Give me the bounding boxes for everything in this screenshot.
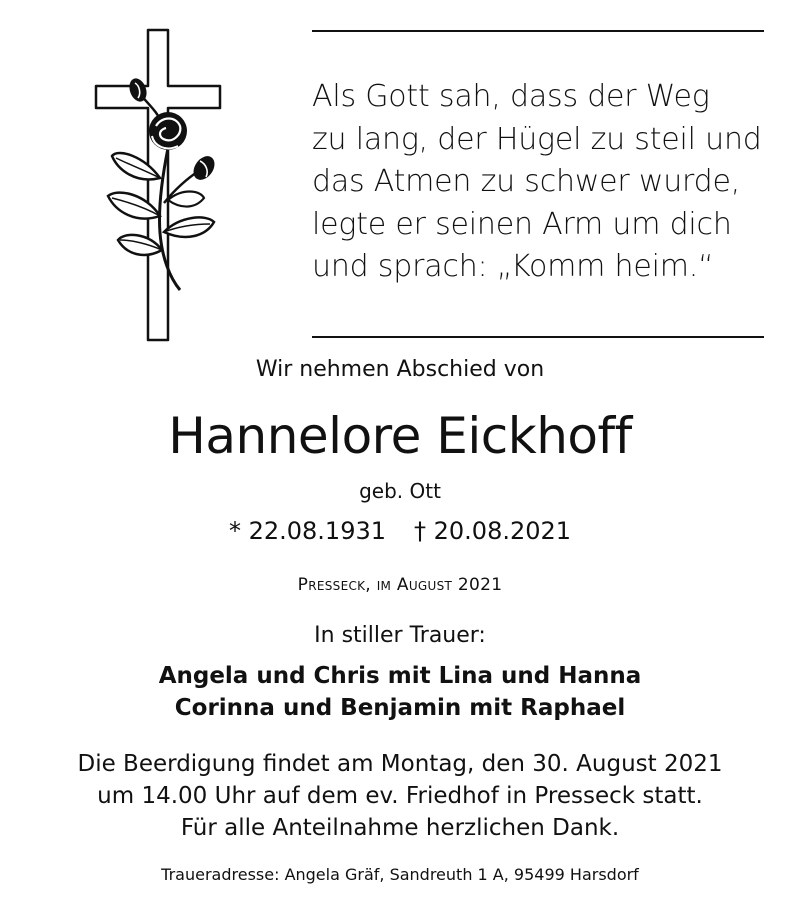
poem-line: legte er seinen Arm um dich (312, 206, 732, 242)
funeral-line: um 14.00 Uhr auf dem ev. Friedhof in Presseck statt. (97, 783, 703, 809)
poem-line: das Atmen zu schwer wurde, (312, 164, 741, 199)
family-line: Corinna und Benjamin mit Raphael (174, 695, 626, 721)
life-dates (0, 514, 800, 548)
family-line: Angela und Chris mit Lina und Hanna (158, 663, 642, 689)
death-date: † 20.08.2021 (414, 517, 572, 545)
poem (312, 76, 782, 289)
farewell-intro: Wir nehmen Abschied von (255, 357, 545, 382)
top-divider (312, 30, 764, 32)
funeral-line: Für alle Anteilnahme herzlichen Dank. (180, 815, 620, 841)
bottom-divider (312, 336, 764, 338)
funeral-details (0, 748, 800, 844)
mourning-address: Traueradresse: Angela Gräf, Sandreuth 1 A, 95499 Harsdorf (161, 865, 639, 884)
family-members (0, 660, 800, 724)
birth-date: * 22.08.1931 (228, 517, 386, 545)
mourning-heading: In stiller Trauer: (314, 623, 486, 648)
funeral-line: Die Beerdigung findet am Montag, den 30. August 2021 (77, 751, 723, 777)
cross-with-rose-icon (88, 28, 228, 344)
deceased-name: Hannelore Eickhoff (168, 407, 632, 465)
place-and-date: Presseck, im August 2021 (297, 575, 503, 595)
poem-line: Als Gott sah, dass der Weg (312, 79, 710, 114)
poem-line: zu lang, der Hügel zu steil und (312, 121, 762, 157)
poem-line: und sprach: „Komm heim.“ (312, 249, 714, 284)
birth-name: geb. Ott (359, 479, 441, 503)
